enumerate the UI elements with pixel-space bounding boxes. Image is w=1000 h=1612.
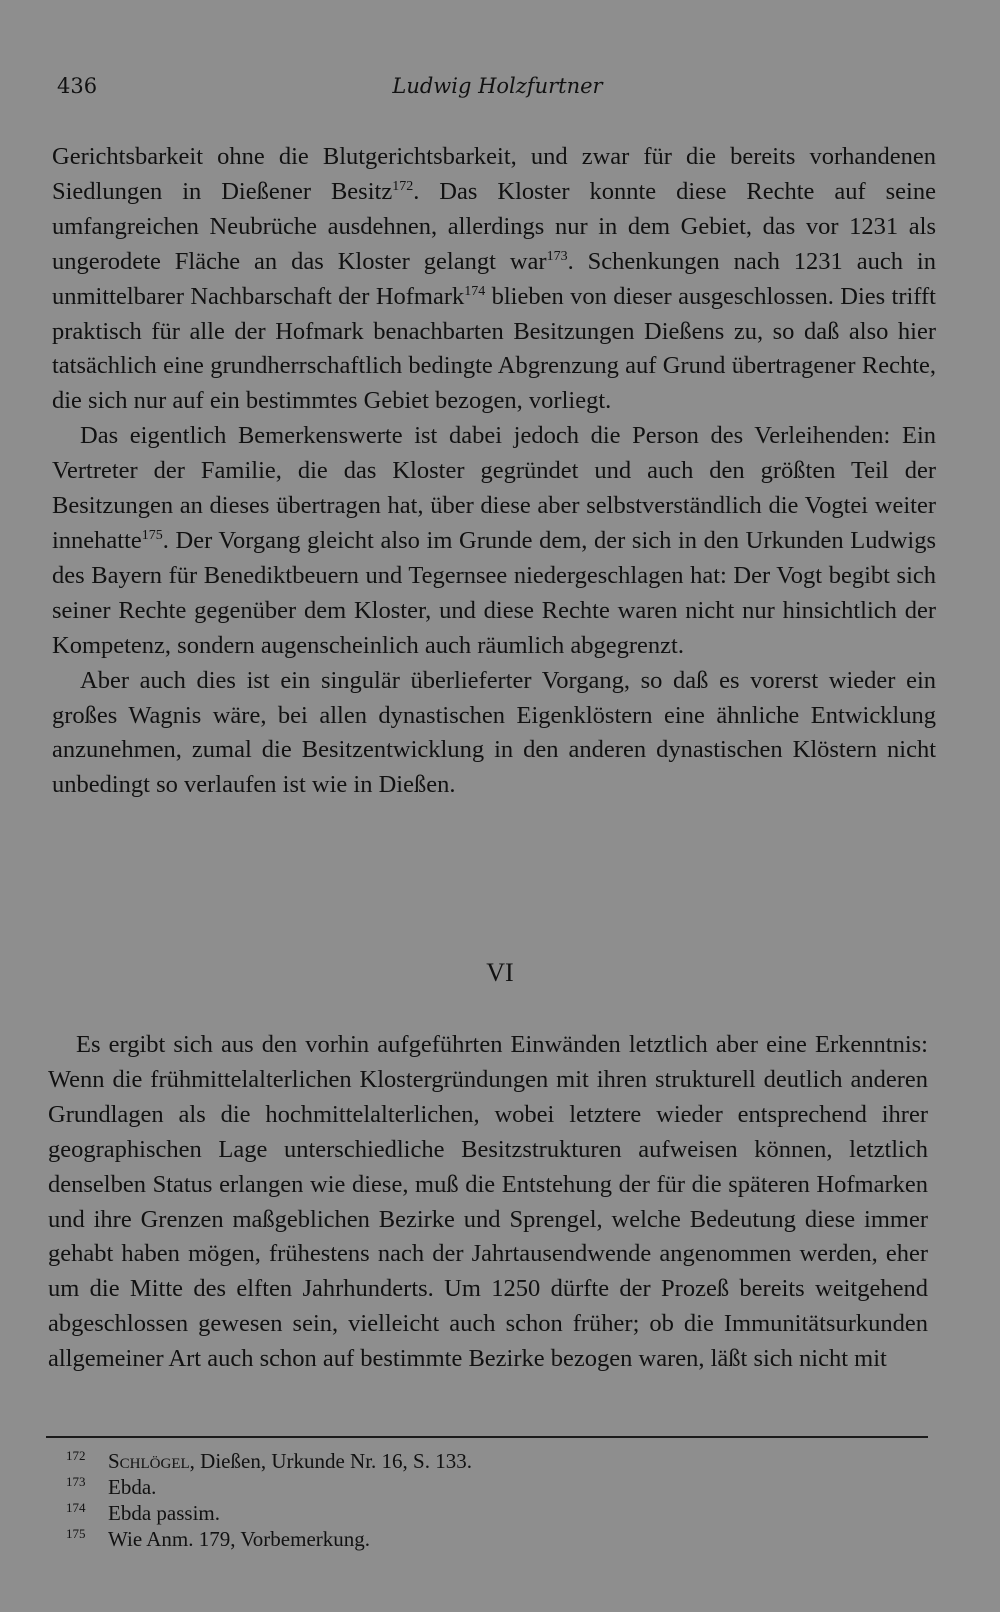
text-span: blieben von dieser ausgeschlossen. Dies trifft praktisch für alle der Hofmark benachbarten Besitzungen Dießens zu, so daß also hier tatsächlich eine grundherrschaftlich bedingte Abgrenzung auf Grund übertragener Rechte, die sich nur auf ein bestimmtes Gebiet bezogen, vorliegt. <box>52 282 936 415</box>
section-heading: VI <box>486 958 514 987</box>
body-text <box>52 140 936 803</box>
footnote-text: , Dießen, Urkunde Nr. 16, S. 133. <box>189 1449 472 1473</box>
footnote-item: 174 Ebda passim. <box>66 1500 220 1525</box>
footnote-text: Ebda passim. <box>108 1501 220 1525</box>
footnote-rule <box>46 1436 928 1438</box>
footnote-text: Wie Anm. 179, Vorbemerkung. <box>108 1527 371 1551</box>
footnote-item: 172 Schlögel, Dießen, Urkunde Nr. 16, S. 133. <box>66 1448 472 1473</box>
footnote-author: Schlögel <box>108 1449 190 1473</box>
paragraph-4: Es ergibt sich aus den vorhin aufgeführten Einwänden letztlich aber eine Erkenntnis: Wenn die frühmittelalterlichen Klostergründungen mit ihren strukturell deutlich anderen Grundlagen als die hochmittelalterlichen, wobei letztere wieder entsprechend ihrer geographischen Lage unterschiedliche Besitzstrukturen aufweisen können, letztlich denselben Status erlangen wie diese, muß die Entstehung der für die späteren Hofmarken und ihre Grenzen maßgeblichen Bezirke und Sprengel, welche Bedeutung diese immer gehabt haben mögen, frühestens nach der Jahrtausendwende angenommen werden, eher um die Mitte des elften Jahrhunderts. Um 1250 dürfte der Prozeß bereits weitgehend abgeschlossen gewesen sein, vielleicht auch schon früher; ob die Immunitätsurkunden allgemeiner Art auch schon auf bestimmte Bezirke bezogen waren, läßt sich nicht mit <box>48 1031 928 1373</box>
text-span: Das eigentlich Bemerkenswerte ist dabei jedoch die Person des Verleihenden: Ein Vertreter der Familie, die das Kloster gegründet und auch den größten Teil der Besitzungen an dieses übertragen hat, über diese aber selbstverständlich die Vogtei weiter innehatte <box>52 422 936 554</box>
footnote-ref: 175 <box>141 527 163 543</box>
footnote-ref: 172 <box>392 178 414 194</box>
page-number: 436 <box>57 74 98 98</box>
paragraph-3: Aber auch dies ist ein singulär überlieferter Vorgang, so daß es vorerst wieder ein großes Wagnis wäre, bei allen dynastischen Eigenklöstern eine ähnliche Entwicklung anzunehmen, zumal die Besitzentwicklung in den anderen dynastischen Klöstern nicht unbedingt so verlaufen ist wie in Dießen. <box>52 666 936 799</box>
footnote-ref: 174 <box>464 283 486 299</box>
footnote-ref: 173 <box>546 248 568 264</box>
footnote-text: Ebda. <box>108 1475 157 1499</box>
text-span: . Der Vorgang gleicht also im Grunde dem, der sich in den Urkunden Ludwigs des Bayern für Benediktbeuern und Tegernsee niedergeschlagen hat: Der Vogt begibt sich seiner Rechte gegenüber dem Kloster, und diese Rechte waren nicht nur hinsichtlich der Kompetenz, sondern augenscheinlich auch räumlich abgegrenzt. <box>52 526 936 659</box>
footnotes <box>66 1448 926 1552</box>
running-head: Ludwig Holzfurtner <box>392 74 603 98</box>
footnote-item: 175 Wie Anm. 179, Vorbemerkung. <box>66 1526 371 1551</box>
page-header <box>57 74 938 104</box>
text-span: . Das Kloster konnte diese Rechte auf seine umfangreichen Neubrüche ausdehnen, allerdings nur in dem Gebiet, das vor 1231 als ungerodete Fläche an das Kloster gelangt war <box>52 177 936 275</box>
paragraph-1 <box>52 140 936 419</box>
text-span: Gerichtsbarkeit ohne die Blutgerichtsbarkeit, und zwar für die bereits vorhandenen Siedlungen in Dießener Besitz <box>52 143 936 205</box>
paragraph-2 <box>52 419 936 663</box>
footnote-item: 173 Ebda. <box>66 1474 157 1499</box>
body-text-section <box>48 1028 928 1377</box>
text-span: . Schenkungen nach 1231 auch in unmittelbarer Nachbarschaft der Hofmark <box>52 247 936 310</box>
